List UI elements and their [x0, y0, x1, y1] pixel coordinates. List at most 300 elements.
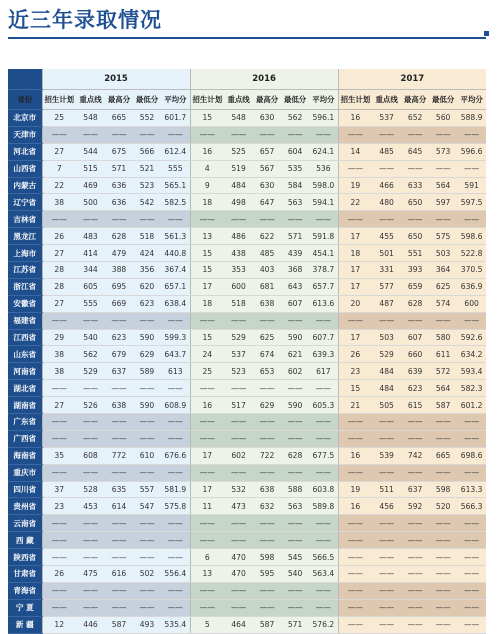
province-cell: 浙江省: [8, 278, 42, 295]
data-cell: ——: [401, 414, 429, 431]
data-cell: 617: [309, 363, 338, 380]
data-cell: 652: [401, 110, 429, 127]
data-cell: 563.4: [309, 566, 338, 583]
data-cell: 594.1: [309, 194, 338, 211]
data-cell: 598.6: [457, 228, 486, 245]
data-cell: 453: [76, 498, 105, 515]
data-cell: 608.9: [161, 397, 190, 414]
data-cell: 501: [372, 245, 401, 262]
data-cell: ——: [76, 414, 105, 431]
data-cell: 675: [105, 143, 133, 160]
data-cell: ——: [372, 566, 401, 583]
data-cell: ——: [161, 599, 190, 616]
data-cell: 607.7: [309, 329, 338, 346]
data-cell: ——: [190, 515, 224, 532]
data-cell: 577: [372, 278, 401, 295]
data-cell: ——: [372, 430, 401, 447]
province-cell: 内蒙古: [8, 177, 42, 194]
data-cell: 576.2: [309, 616, 338, 633]
data-cell: ——: [42, 414, 76, 431]
column-header: 招生计划: [190, 90, 224, 110]
table-row: [8, 616, 486, 633]
data-cell: 535: [281, 160, 309, 177]
data-cell: ——: [281, 464, 309, 481]
data-cell: 486: [224, 228, 253, 245]
data-cell: 38: [42, 194, 76, 211]
data-cell: 505: [372, 397, 401, 414]
data-cell: 629: [253, 397, 281, 414]
data-cell: 25: [190, 363, 224, 380]
table-row: [8, 160, 486, 177]
data-cell: 484: [224, 177, 253, 194]
data-cell: ——: [133, 532, 161, 549]
column-header: 最高分: [105, 90, 133, 110]
data-cell: 18: [190, 194, 224, 211]
data-cell: 17: [338, 329, 372, 346]
data-cell: ——: [105, 380, 133, 397]
data-cell: ——: [457, 312, 486, 329]
data-cell: ——: [281, 312, 309, 329]
data-cell: 612.4: [161, 143, 190, 160]
data-cell: 557: [133, 481, 161, 498]
table-row: [8, 228, 486, 245]
province-cell: 河南省: [8, 363, 42, 380]
data-cell: 621: [281, 346, 309, 363]
data-cell: ——: [133, 582, 161, 599]
data-cell: ——: [338, 430, 372, 447]
data-cell: 591.8: [309, 228, 338, 245]
data-cell: ——: [76, 532, 105, 549]
data-cell: 645: [401, 143, 429, 160]
data-cell: ——: [190, 126, 224, 143]
data-cell: 517: [224, 397, 253, 414]
data-cell: 19: [338, 177, 372, 194]
data-cell: ——: [253, 532, 281, 549]
data-cell: 529: [224, 329, 253, 346]
data-cell: 522.8: [457, 245, 486, 262]
table-row: [8, 126, 486, 143]
table-row: [8, 532, 486, 549]
data-cell: 596.6: [457, 143, 486, 160]
data-cell: 16: [338, 110, 372, 127]
data-cell: 473: [224, 498, 253, 515]
column-header: 招生计划: [338, 90, 372, 110]
data-cell: ——: [253, 515, 281, 532]
data-cell: 368: [281, 262, 309, 279]
data-cell: ——: [133, 430, 161, 447]
data-cell: 17: [190, 481, 224, 498]
province-cell: 重庆市: [8, 464, 42, 481]
data-cell: 605: [76, 278, 105, 295]
data-cell: ——: [281, 126, 309, 143]
province-cell: 湖南省: [8, 397, 42, 414]
data-cell: 378.7: [309, 262, 338, 279]
data-cell: 14: [338, 143, 372, 160]
data-cell: 502: [133, 566, 161, 583]
data-cell: 637: [401, 481, 429, 498]
data-cell: ——: [190, 582, 224, 599]
data-cell: 630: [253, 110, 281, 127]
data-cell: ——: [457, 430, 486, 447]
province-cell: 青海省: [8, 582, 42, 599]
data-cell: 638: [105, 397, 133, 414]
data-cell: 469: [76, 177, 105, 194]
data-cell: 601.2: [457, 397, 486, 414]
data-cell: ——: [429, 414, 457, 431]
data-cell: 657: [253, 143, 281, 160]
data-cell: 15: [190, 110, 224, 127]
data-cell: 611: [429, 346, 457, 363]
data-cell: ——: [338, 566, 372, 583]
data-cell: 438: [224, 245, 253, 262]
data-cell: ——: [133, 126, 161, 143]
province-cell: 福建省: [8, 312, 42, 329]
province-cell: 辽宁省: [8, 194, 42, 211]
data-cell: 592.6: [457, 329, 486, 346]
data-cell: ——: [161, 515, 190, 532]
data-cell: 23: [338, 363, 372, 380]
data-cell: ——: [309, 515, 338, 532]
data-cell: 674: [253, 346, 281, 363]
data-cell: ——: [457, 464, 486, 481]
data-cell: 542: [133, 194, 161, 211]
province-cell: 天津市: [8, 126, 42, 143]
column-header-row: [8, 90, 486, 110]
data-cell: 15: [338, 380, 372, 397]
data-cell: ——: [161, 532, 190, 549]
data-cell: 487: [372, 295, 401, 312]
data-cell: 16: [190, 143, 224, 160]
data-cell: 17: [190, 447, 224, 464]
data-cell: 639: [401, 363, 429, 380]
data-cell: 597: [429, 194, 457, 211]
data-cell: ——: [105, 430, 133, 447]
data-cell: 565.1: [161, 177, 190, 194]
data-cell: 573: [429, 143, 457, 160]
data-cell: 574: [429, 295, 457, 312]
data-cell: 567: [253, 160, 281, 177]
data-cell: 653: [253, 363, 281, 380]
province-cell: 新 疆: [8, 616, 42, 633]
data-cell: ——: [372, 312, 401, 329]
data-cell: 590: [133, 329, 161, 346]
data-cell: 592: [401, 498, 429, 515]
data-cell: 545: [281, 549, 309, 566]
province-cell: 山东省: [8, 346, 42, 363]
data-cell: 479: [105, 245, 133, 262]
data-cell: 587: [253, 616, 281, 633]
data-cell: 484: [372, 380, 401, 397]
data-cell: 331: [372, 262, 401, 279]
data-cell: ——: [372, 414, 401, 431]
data-cell: ——: [372, 515, 401, 532]
province-cell: 陕西省: [8, 549, 42, 566]
data-cell: 659: [401, 278, 429, 295]
table-row: [8, 414, 486, 431]
data-cell: 564: [429, 380, 457, 397]
data-cell: ——: [224, 464, 253, 481]
data-cell: 22: [42, 177, 76, 194]
corner-mark: [484, 31, 489, 36]
data-cell: ——: [133, 414, 161, 431]
data-cell: 572: [429, 363, 457, 380]
data-cell: 669: [105, 295, 133, 312]
data-cell: ——: [253, 582, 281, 599]
data-cell: 638.4: [161, 295, 190, 312]
data-cell: 27: [42, 295, 76, 312]
column-header: 招生计划: [42, 90, 76, 110]
province-cell: 北京市: [8, 110, 42, 127]
data-cell: 637: [105, 363, 133, 380]
data-cell: ——: [76, 211, 105, 228]
data-cell: 563: [281, 194, 309, 211]
data-cell: 403: [253, 262, 281, 279]
data-cell: ——: [161, 414, 190, 431]
data-cell: ——: [224, 126, 253, 143]
data-cell: 598.0: [309, 177, 338, 194]
data-cell: 16: [338, 447, 372, 464]
data-cell: ——: [76, 599, 105, 616]
data-cell: 37: [42, 481, 76, 498]
table-row: [8, 329, 486, 346]
data-cell: 17: [190, 278, 224, 295]
data-cell: ——: [372, 549, 401, 566]
data-cell: ——: [401, 515, 429, 532]
data-cell: 537: [224, 346, 253, 363]
data-cell: 563: [281, 498, 309, 515]
data-cell: ——: [224, 582, 253, 599]
data-cell: 544: [76, 143, 105, 160]
title-divider: [8, 37, 486, 39]
data-cell: 600: [457, 295, 486, 312]
data-cell: 18: [338, 245, 372, 262]
province-cell: 山西省: [8, 160, 42, 177]
data-cell: 27: [42, 245, 76, 262]
data-cell: ——: [401, 430, 429, 447]
data-cell: ——: [253, 380, 281, 397]
data-cell: ——: [161, 126, 190, 143]
data-cell: 657.1: [161, 278, 190, 295]
data-cell: ——: [372, 532, 401, 549]
data-cell: ——: [281, 211, 309, 228]
data-cell: ——: [281, 582, 309, 599]
data-cell: ——: [309, 414, 338, 431]
data-cell: 540: [76, 329, 105, 346]
province-cell: 湖北省: [8, 380, 42, 397]
data-cell: ——: [253, 599, 281, 616]
province-cell: 甘肃省: [8, 566, 42, 583]
data-cell: ——: [401, 160, 429, 177]
data-cell: ——: [457, 515, 486, 532]
province-header-spacer: [8, 69, 42, 90]
data-cell: ——: [429, 312, 457, 329]
table-row: [8, 582, 486, 599]
data-cell: 638: [253, 481, 281, 498]
data-cell: 623: [133, 295, 161, 312]
data-cell: 722: [253, 447, 281, 464]
data-cell: 575: [429, 228, 457, 245]
table-row: [8, 549, 486, 566]
data-cell: 5: [190, 616, 224, 633]
data-cell: ——: [309, 126, 338, 143]
data-cell: 23: [42, 498, 76, 515]
column-header: 最低分: [133, 90, 161, 110]
data-cell: 607: [281, 295, 309, 312]
data-cell: 601.7: [161, 110, 190, 127]
data-cell: ——: [401, 312, 429, 329]
data-cell: 636: [105, 194, 133, 211]
data-cell: 500: [76, 194, 105, 211]
data-cell: 493: [133, 616, 161, 633]
data-cell: ——: [372, 464, 401, 481]
data-cell: ——: [309, 464, 338, 481]
admission-table: [8, 69, 486, 634]
data-cell: ——: [401, 532, 429, 549]
data-cell: 356: [133, 262, 161, 279]
data-cell: ——: [457, 566, 486, 583]
column-header: 平均分: [457, 90, 486, 110]
province-cell: 云南省: [8, 515, 42, 532]
data-cell: 590: [281, 329, 309, 346]
data-cell: 681: [253, 278, 281, 295]
data-cell: 440.8: [161, 245, 190, 262]
column-header: 最低分: [281, 90, 309, 110]
data-cell: 623: [401, 380, 429, 397]
data-cell: 19: [338, 481, 372, 498]
data-cell: 25: [42, 110, 76, 127]
data-cell: ——: [457, 549, 486, 566]
data-cell: 540: [281, 566, 309, 583]
data-cell: 28: [42, 278, 76, 295]
data-cell: ——: [224, 532, 253, 549]
data-cell: ——: [253, 430, 281, 447]
data-cell: 600: [224, 278, 253, 295]
data-cell: ——: [224, 211, 253, 228]
table-row: [8, 397, 486, 414]
data-cell: ——: [338, 211, 372, 228]
data-cell: ——: [190, 599, 224, 616]
page-title: 近三年录取情况: [8, 8, 162, 32]
data-cell: 571: [281, 228, 309, 245]
table-row: [8, 295, 486, 312]
data-cell: 353: [224, 262, 253, 279]
data-cell: ——: [190, 414, 224, 431]
province-cell: 江西省: [8, 329, 42, 346]
data-cell: 589.8: [309, 498, 338, 515]
data-cell: ——: [76, 126, 105, 143]
data-cell: 536: [309, 160, 338, 177]
data-cell: 367.4: [161, 262, 190, 279]
data-cell: ——: [161, 430, 190, 447]
data-cell: 35: [42, 447, 76, 464]
data-cell: 639.3: [309, 346, 338, 363]
data-cell: ——: [224, 414, 253, 431]
data-cell: ——: [105, 582, 133, 599]
data-cell: 571: [281, 616, 309, 633]
table-body: [8, 110, 486, 634]
data-cell: 16: [338, 498, 372, 515]
data-cell: 537: [372, 110, 401, 127]
data-cell: ——: [105, 414, 133, 431]
data-cell: 15: [190, 262, 224, 279]
year-header-2016: 2016: [190, 69, 338, 90]
data-cell: 587: [429, 397, 457, 414]
data-cell: ——: [309, 532, 338, 549]
year-header-2017: 2017: [338, 69, 486, 90]
data-cell: ——: [309, 312, 338, 329]
table-row: [8, 262, 486, 279]
data-cell: 518: [224, 295, 253, 312]
data-cell: 555: [76, 295, 105, 312]
data-cell: ——: [338, 126, 372, 143]
data-cell: 599.3: [161, 329, 190, 346]
data-cell: ——: [253, 464, 281, 481]
table-row: [8, 566, 486, 583]
data-cell: 485: [372, 143, 401, 160]
data-cell: 13: [190, 228, 224, 245]
data-cell: 566: [133, 143, 161, 160]
data-cell: 539: [372, 447, 401, 464]
data-cell: 484: [372, 363, 401, 380]
data-cell: ——: [161, 464, 190, 481]
data-cell: 27: [42, 397, 76, 414]
data-cell: 21: [338, 397, 372, 414]
data-cell: 605.3: [309, 397, 338, 414]
data-cell: 566.3: [457, 498, 486, 515]
data-cell: 414: [76, 245, 105, 262]
data-cell: ——: [76, 380, 105, 397]
province-cell: 上海市: [8, 245, 42, 262]
data-cell: ——: [338, 414, 372, 431]
data-cell: 456: [372, 498, 401, 515]
data-cell: ——: [429, 211, 457, 228]
data-cell: 521: [133, 160, 161, 177]
data-cell: 470: [224, 566, 253, 583]
data-cell: 590: [133, 397, 161, 414]
data-cell: ——: [42, 312, 76, 329]
data-cell: 676.6: [161, 447, 190, 464]
table-row: [8, 177, 486, 194]
data-cell: 470: [224, 549, 253, 566]
data-cell: 13: [190, 566, 224, 583]
data-cell: 571: [105, 160, 133, 177]
column-header: 重点线: [76, 90, 105, 110]
data-cell: ——: [42, 599, 76, 616]
data-cell: 638: [253, 295, 281, 312]
data-cell: 625: [429, 278, 457, 295]
data-cell: 628: [401, 295, 429, 312]
data-cell: 742: [401, 447, 429, 464]
data-cell: ——: [457, 211, 486, 228]
data-cell: ——: [161, 211, 190, 228]
data-cell: ——: [133, 464, 161, 481]
data-cell: ——: [281, 599, 309, 616]
data-cell: ——: [105, 515, 133, 532]
data-cell: 532: [224, 481, 253, 498]
data-cell: 665: [105, 110, 133, 127]
table-row: [8, 346, 486, 363]
province-cell: 宁 夏: [8, 599, 42, 616]
data-cell: 18: [190, 295, 224, 312]
data-cell: 772: [105, 447, 133, 464]
data-cell: 625: [253, 329, 281, 346]
data-cell: 15: [190, 245, 224, 262]
data-cell: 446: [76, 616, 105, 633]
data-cell: ——: [457, 126, 486, 143]
data-cell: ——: [338, 464, 372, 481]
data-cell: 561.3: [161, 228, 190, 245]
data-cell: 598: [429, 481, 457, 498]
